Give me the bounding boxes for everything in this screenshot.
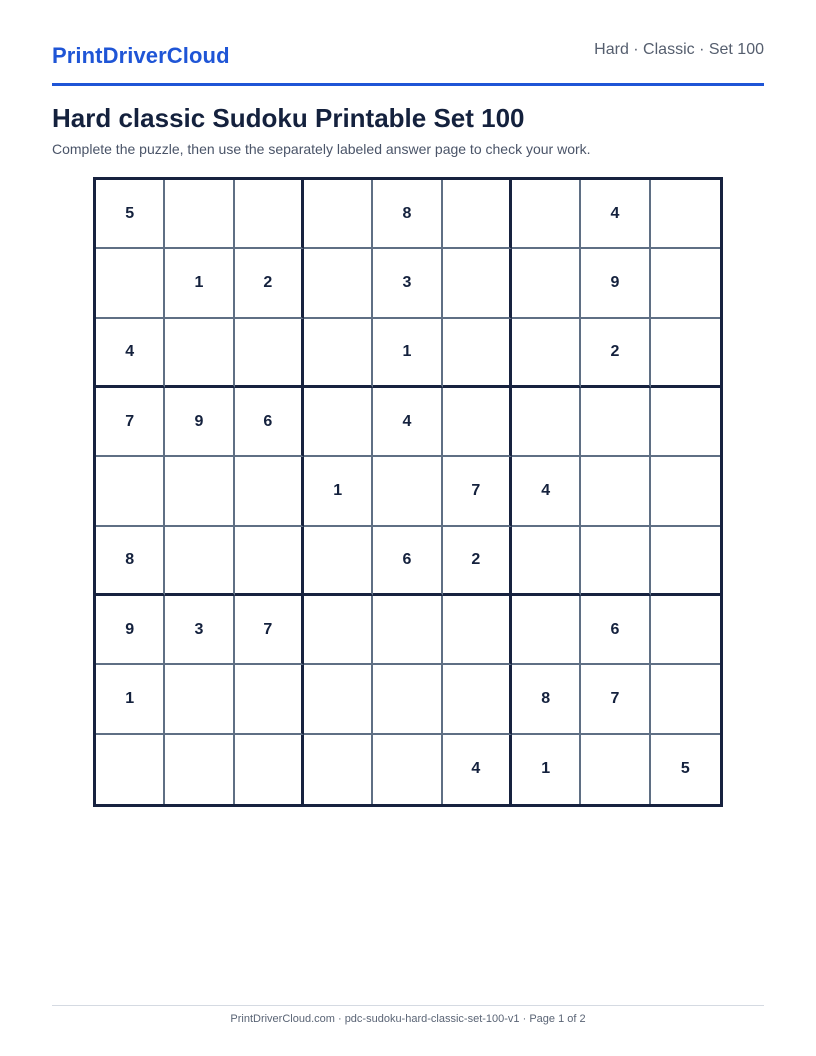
sudoku-cell [443,319,512,388]
sudoku-cell [443,665,512,734]
sudoku-cell [304,319,373,388]
brand-logo-text[interactable]: PrintDriverCloud [52,43,230,68]
sudoku-cell: 8 [373,180,442,249]
sudoku-cell [373,735,442,804]
sudoku-cell [581,735,650,804]
sudoku-cell: 4 [581,180,650,249]
sudoku-cell [581,457,650,526]
sudoku-cell: 7 [581,665,650,734]
sudoku-cell [651,180,720,249]
sudoku-cell: 7 [96,388,165,457]
sudoku-cell [165,319,234,388]
sudoku-cell: 1 [512,735,581,804]
sudoku-cell: 1 [304,457,373,526]
sudoku-cell [165,665,234,734]
sudoku-cell [235,180,304,249]
sudoku-cell [651,596,720,665]
sudoku-cell [304,735,373,804]
sudoku-cell: 4 [373,388,442,457]
sudoku-cell: 4 [96,319,165,388]
sudoku-cell [235,527,304,596]
sudoku-cell [443,388,512,457]
sudoku-cell [373,457,442,526]
sudoku-cell [165,527,234,596]
sudoku-cell: 5 [96,180,165,249]
sudoku-cell [235,319,304,388]
sudoku-cell [651,388,720,457]
sudoku-cell [512,180,581,249]
sudoku-cell: 4 [443,735,512,804]
sudoku-cell [304,180,373,249]
puzzle-meta: Hard · Classic · Set 100 [594,41,764,58]
sudoku-cell [373,665,442,734]
sudoku-cell: 3 [165,596,234,665]
sudoku-grid [93,177,723,807]
sudoku-cell: 7 [443,457,512,526]
sudoku-cell: 8 [96,527,165,596]
sudoku-cell [512,596,581,665]
sudoku-cell: 8 [512,665,581,734]
sudoku-cell: 6 [581,596,650,665]
sudoku-cell: 2 [235,249,304,318]
sudoku-cell [235,457,304,526]
sudoku-cell: 9 [165,388,234,457]
sudoku-cell: 9 [96,596,165,665]
sudoku-cell [235,735,304,804]
sudoku-cell [651,527,720,596]
sudoku-cell [304,527,373,596]
sudoku-cell: 1 [96,665,165,734]
sudoku-cell [581,527,650,596]
sudoku-cell [512,527,581,596]
sudoku-cell [96,457,165,526]
sudoku-cell: 6 [373,527,442,596]
page-title: Hard classic Sudoku Printable Set 100 [52,103,525,133]
sudoku-cell [304,596,373,665]
sudoku-cell [443,180,512,249]
sudoku-cell [512,249,581,318]
page-header [52,36,764,84]
sudoku-cell [165,735,234,804]
sudoku-cell [443,249,512,318]
sudoku-cell [651,457,720,526]
sudoku-cell [443,596,512,665]
sudoku-cell [651,249,720,318]
sudoku-cell: 2 [443,527,512,596]
sudoku-cell: 1 [373,319,442,388]
sudoku-cell: 1 [165,249,234,318]
sudoku-cell [96,735,165,804]
footer-rule [52,1005,764,1006]
sudoku-cell [512,388,581,457]
sudoku-cell [165,180,234,249]
sudoku-cell [235,665,304,734]
sudoku-cell: 2 [581,319,650,388]
sudoku-cell [581,388,650,457]
sudoku-cell [304,249,373,318]
page-footer: PrintDriverCloud.com · pdc-sudoku-hard-classic-set-100-v1 · Page 1 of 2 [230,1013,586,1025]
sudoku-cell [165,457,234,526]
header-rule [52,83,764,86]
sudoku-cell [373,596,442,665]
sudoku-cell: 6 [235,388,304,457]
sudoku-cell [651,319,720,388]
sudoku-cell [96,249,165,318]
sudoku-cell: 5 [680,760,690,778]
sudoku-cell [304,665,373,734]
page-subtitle: Complete the puzzle, then use the separately labeled answer page to check your work. [52,141,591,157]
sudoku-cell: 4 [512,457,581,526]
sudoku-cell [651,665,720,734]
sudoku-cell: 9 [581,249,650,318]
sudoku-cell [304,388,373,457]
sudoku-cell [512,319,581,388]
sudoku-cell: 3 [373,249,442,318]
sudoku-cell: 7 [235,596,304,665]
